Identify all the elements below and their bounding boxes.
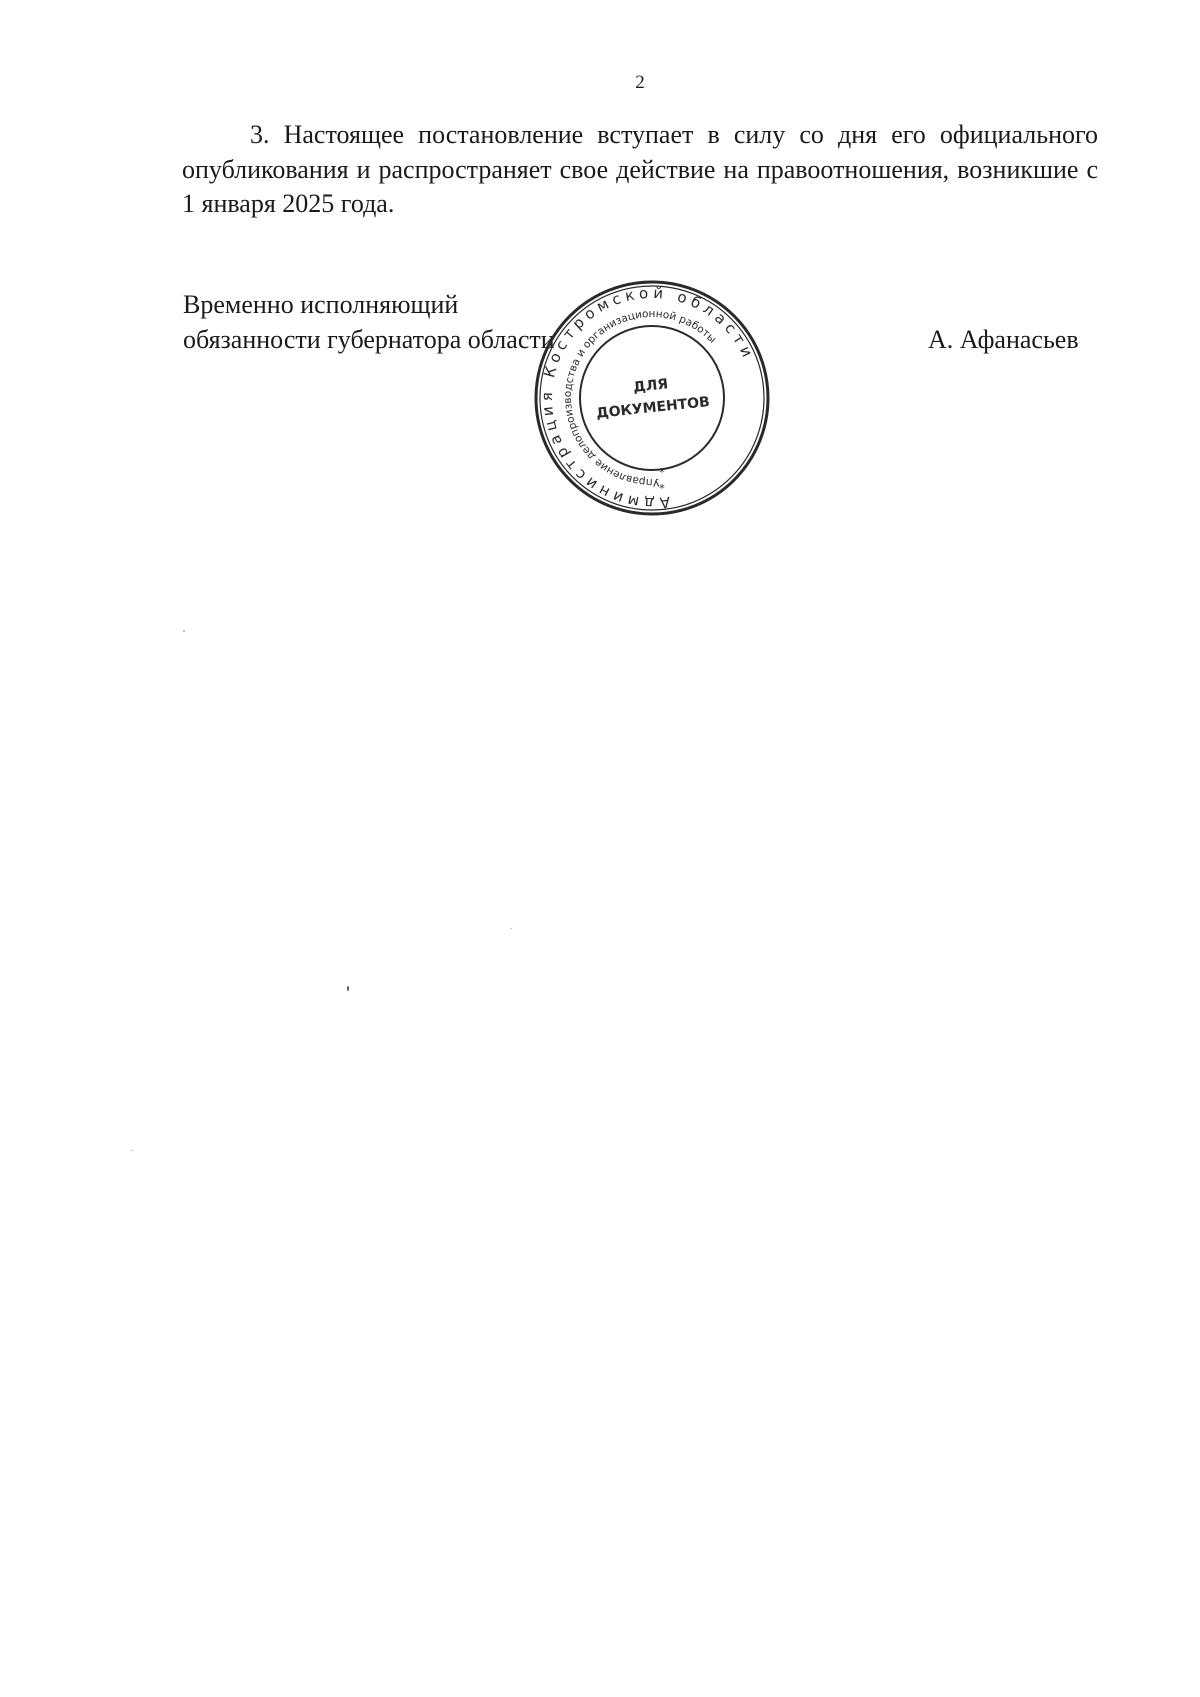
- seal-star-icon: *: [659, 482, 665, 495]
- seal-center-line-2: ДОКУМЕНТОВ: [595, 394, 711, 422]
- seal-outer-text: Администрация Костромской области: [537, 283, 759, 513]
- scan-speck: [183, 630, 185, 632]
- signatory-title-line-2: обязанности губернатора области: [183, 324, 555, 354]
- seal-center-line-1: ДЛЯ: [632, 376, 669, 396]
- body-paragraph: 3. Настоящее постановление вступает в силу со дня его официального опубликования и распространяет свое действие на правоотношения, возникшие с 1 января 2025 года.: [182, 120, 1098, 218]
- signatory-title: [183, 288, 555, 357]
- seal-inner-text: Управление делопроизводства и организационной работы: [561, 307, 719, 489]
- signatory-name: А. Афанасьев: [928, 325, 1079, 354]
- official-seal: [532, 278, 772, 518]
- signatory-title-line-1: Временно исполняющий: [183, 290, 459, 319]
- seal-star-icon: *: [659, 466, 665, 479]
- scan-speck: [347, 986, 349, 991]
- page-number: 2: [635, 72, 645, 93]
- scan-speck: [130, 1150, 133, 1151]
- scan-speck: [510, 928, 512, 929]
